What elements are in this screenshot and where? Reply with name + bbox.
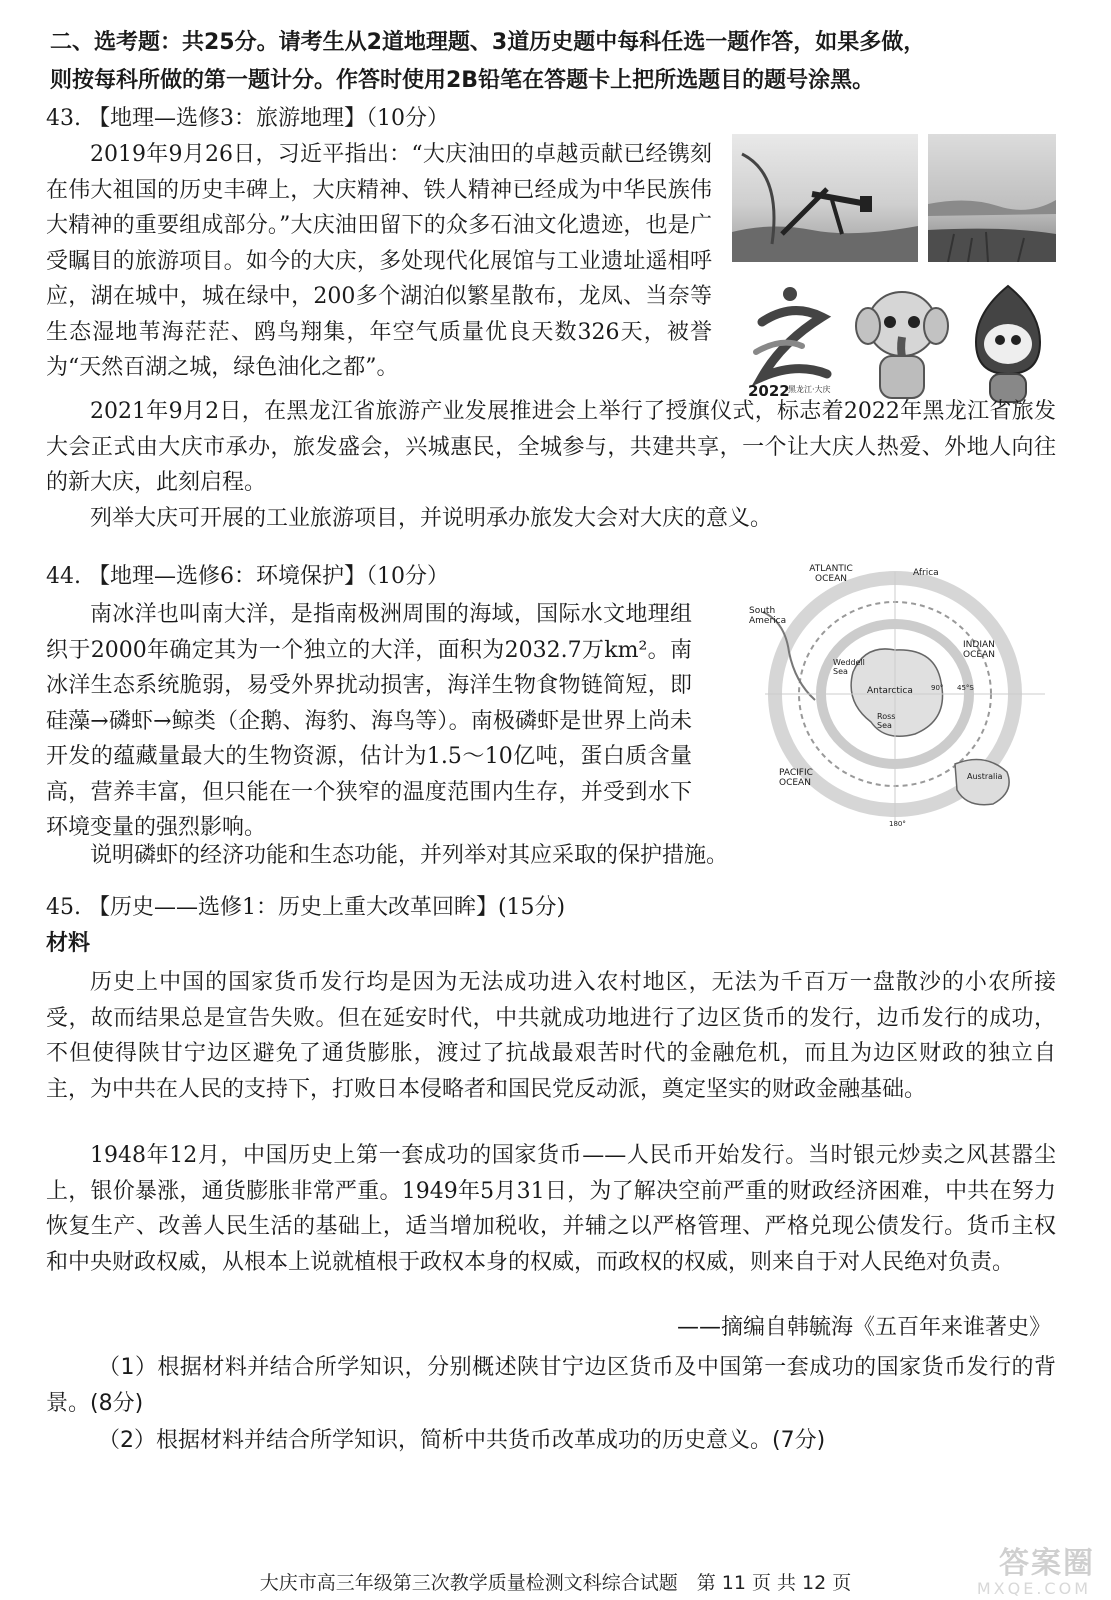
q45-title: 45. 【历史——选修1：历史上重大改革回眸】(15分) [46, 895, 566, 920]
map-label-antarctica: Antarctica [867, 686, 913, 696]
map-label-ross: Ross Sea [877, 712, 896, 730]
southern-ocean-map [745, 552, 1057, 830]
logo-subtitle: 黑龙江·大庆 [788, 385, 831, 394]
header-line-2: 则按每科所做的第一题计分。作答时使用2B铅笔在答题卡上把所选题目的题号涂黑。 [50, 68, 875, 93]
q45-subquestion-2: （2）根据材料并结合所学知识，简析中共货币改革成功的历史意义。(7分) [98, 1428, 826, 1453]
map-label-africa: Africa [913, 568, 939, 578]
q44-paragraph-1: 南冰洋也叫南大洋，是指南极洲周围的海域，国际水文地理组织于2000年确定其为一个独立的大洋，面积为2032.7万km²。南冰洋生态系统脆弱，易受外界扰动损害，海洋生物食物链简短，即硅藻→磷虾→鲸类（企鹅、海豹、海鸟等）。南极磷虾是世界上尚未开发的蕴藏量最大的生物资源，估计为1.5～10亿吨，蛋白质含量高，营养丰富，但只能在一个狭窄的温度范围内生存，并受到水下环境变量的强烈影响。 [46, 602, 692, 840]
map-label-weddell: Weddell Sea [833, 658, 865, 676]
q44-question: 说明磷虾的经济功能和生态功能，并列举对其应采取的保护措施。 [90, 843, 729, 868]
material-label: 材料 [46, 931, 91, 956]
map-label-south-america: South America [749, 606, 787, 626]
q44-title: 44. 【地理—选修6：环境保护】（10分） [46, 564, 449, 589]
map-label-indian: INDIAN OCEAN [963, 640, 995, 660]
map-label-45s: 45°S [957, 684, 974, 692]
watermark-url: MXQE.COM [976, 1579, 1091, 1598]
q43-question: 列举大庆可开展的工业旅游项目，并说明承办旅发大会对大庆的意义。 [90, 506, 773, 531]
wetland-photo [928, 134, 1056, 262]
oil-pump-photo [732, 134, 918, 262]
page-footer: 大庆市高三年级第三次教学质量检测文科综合试题 第 11 页 共 12 页 [259, 1572, 852, 1594]
drop-mascot-icon [960, 282, 1056, 410]
header-line-1: 二、选考题：共25分。请考生从2道地理题、3道历史题中每科任选一题作答，如果多做， [50, 30, 926, 55]
watermark-logo: 答案圈 [999, 1546, 1095, 1581]
oil-pump-icon [732, 134, 918, 262]
map-label-90: 90° [931, 684, 944, 692]
q45-paragraph-2: 1948年12月，中国历史上第一套成功的国家货币——人民币开始发行。当时银元炒卖之风甚嚣尘上，银价暴涨，通货膨胀非常严重。1949年5月31日，为了解决空前严重的财政经济困难，中共在努力恢复生产、改善人民生活的基础上，适当增加税收，并辅之以严格管理、严格兑现公债发行。货币主权和中央财政权威，从根本上说就植根于政权本身的权威，而政权的权威，则来自于对人民绝对负责。 [46, 1143, 1056, 1275]
q43-paragraph-1: 2019年9月26日，习近平指出：“大庆油田的卓越贡献已经镌刻在伟大祖国的历史丰碑上，大庆精神、铁人精神已经成为中华民族伟大精神的重要组成部分。”大庆油田留下的众多石油文化遗迹，也是广受瞩目的旅游项目。如今的大庆，多处现代化展馆与工业遗址遥相呼应，湖在城中，城在绿中，200多个湖泊似繁星散布，龙凤、当奈等生态湿地苇海茫茫、鸥鸟翔集，年空气质量优良天数326天，被誉为“天然百湖之城，绿色油化之都”。 [46, 142, 712, 380]
map-label-atlantic: ATLANTIC OCEAN [809, 564, 853, 584]
mammoth-mascot-icon [852, 282, 952, 410]
map-label-180: 180° [889, 820, 906, 828]
map-label-pacific: PACIFIC OCEAN [779, 768, 813, 788]
map-label-australia: Australia [967, 772, 1003, 781]
q43-paragraph-2: 2021年9月2日，在黑龙江省旅游产业发展推进会上举行了授旗仪式，标志着2022年黑龙江省旅发大会正式由大庆市承办，旅发盛会，兴城惠民，全城参与，共建共享，一个让大庆人热爱、外地人向往的新大庆，此刻启程。 [46, 399, 1056, 495]
q45-subquestion-1: （1）根据材料并结合所学知识，分别概述陕甘宁边区货币及中国第一套成功的国家货币发行的背景。(8分) [46, 1355, 1056, 1416]
logo-year: 2022 [748, 382, 790, 400]
wetland-icon [928, 134, 1056, 262]
expo-logo-and-mascots [742, 282, 1058, 412]
q43-title: 43. 【地理—选修3：旅游地理】（10分） [46, 106, 449, 131]
q45-paragraph-1: 历史上中国的国家货币发行均是因为无法成功进入农村地区，无法为千百万一盘散沙的小农所接受，故而结果总是宣告失败。但在延安时代，中共就成功地进行了边区货币的发行，边币发行的成功，不但使得陕甘宁边区避免了通货膨胀，渡过了抗战最艰苦时代的金融危机，而且为边区财政的独立自主，为中共在人民的支持下，打败日本侵略者和国民党反动派，奠定坚实的财政金融基础。 [46, 970, 1056, 1102]
source-citation: ——摘编自韩毓海《五百年来谁著史》 [676, 1315, 1051, 1340]
